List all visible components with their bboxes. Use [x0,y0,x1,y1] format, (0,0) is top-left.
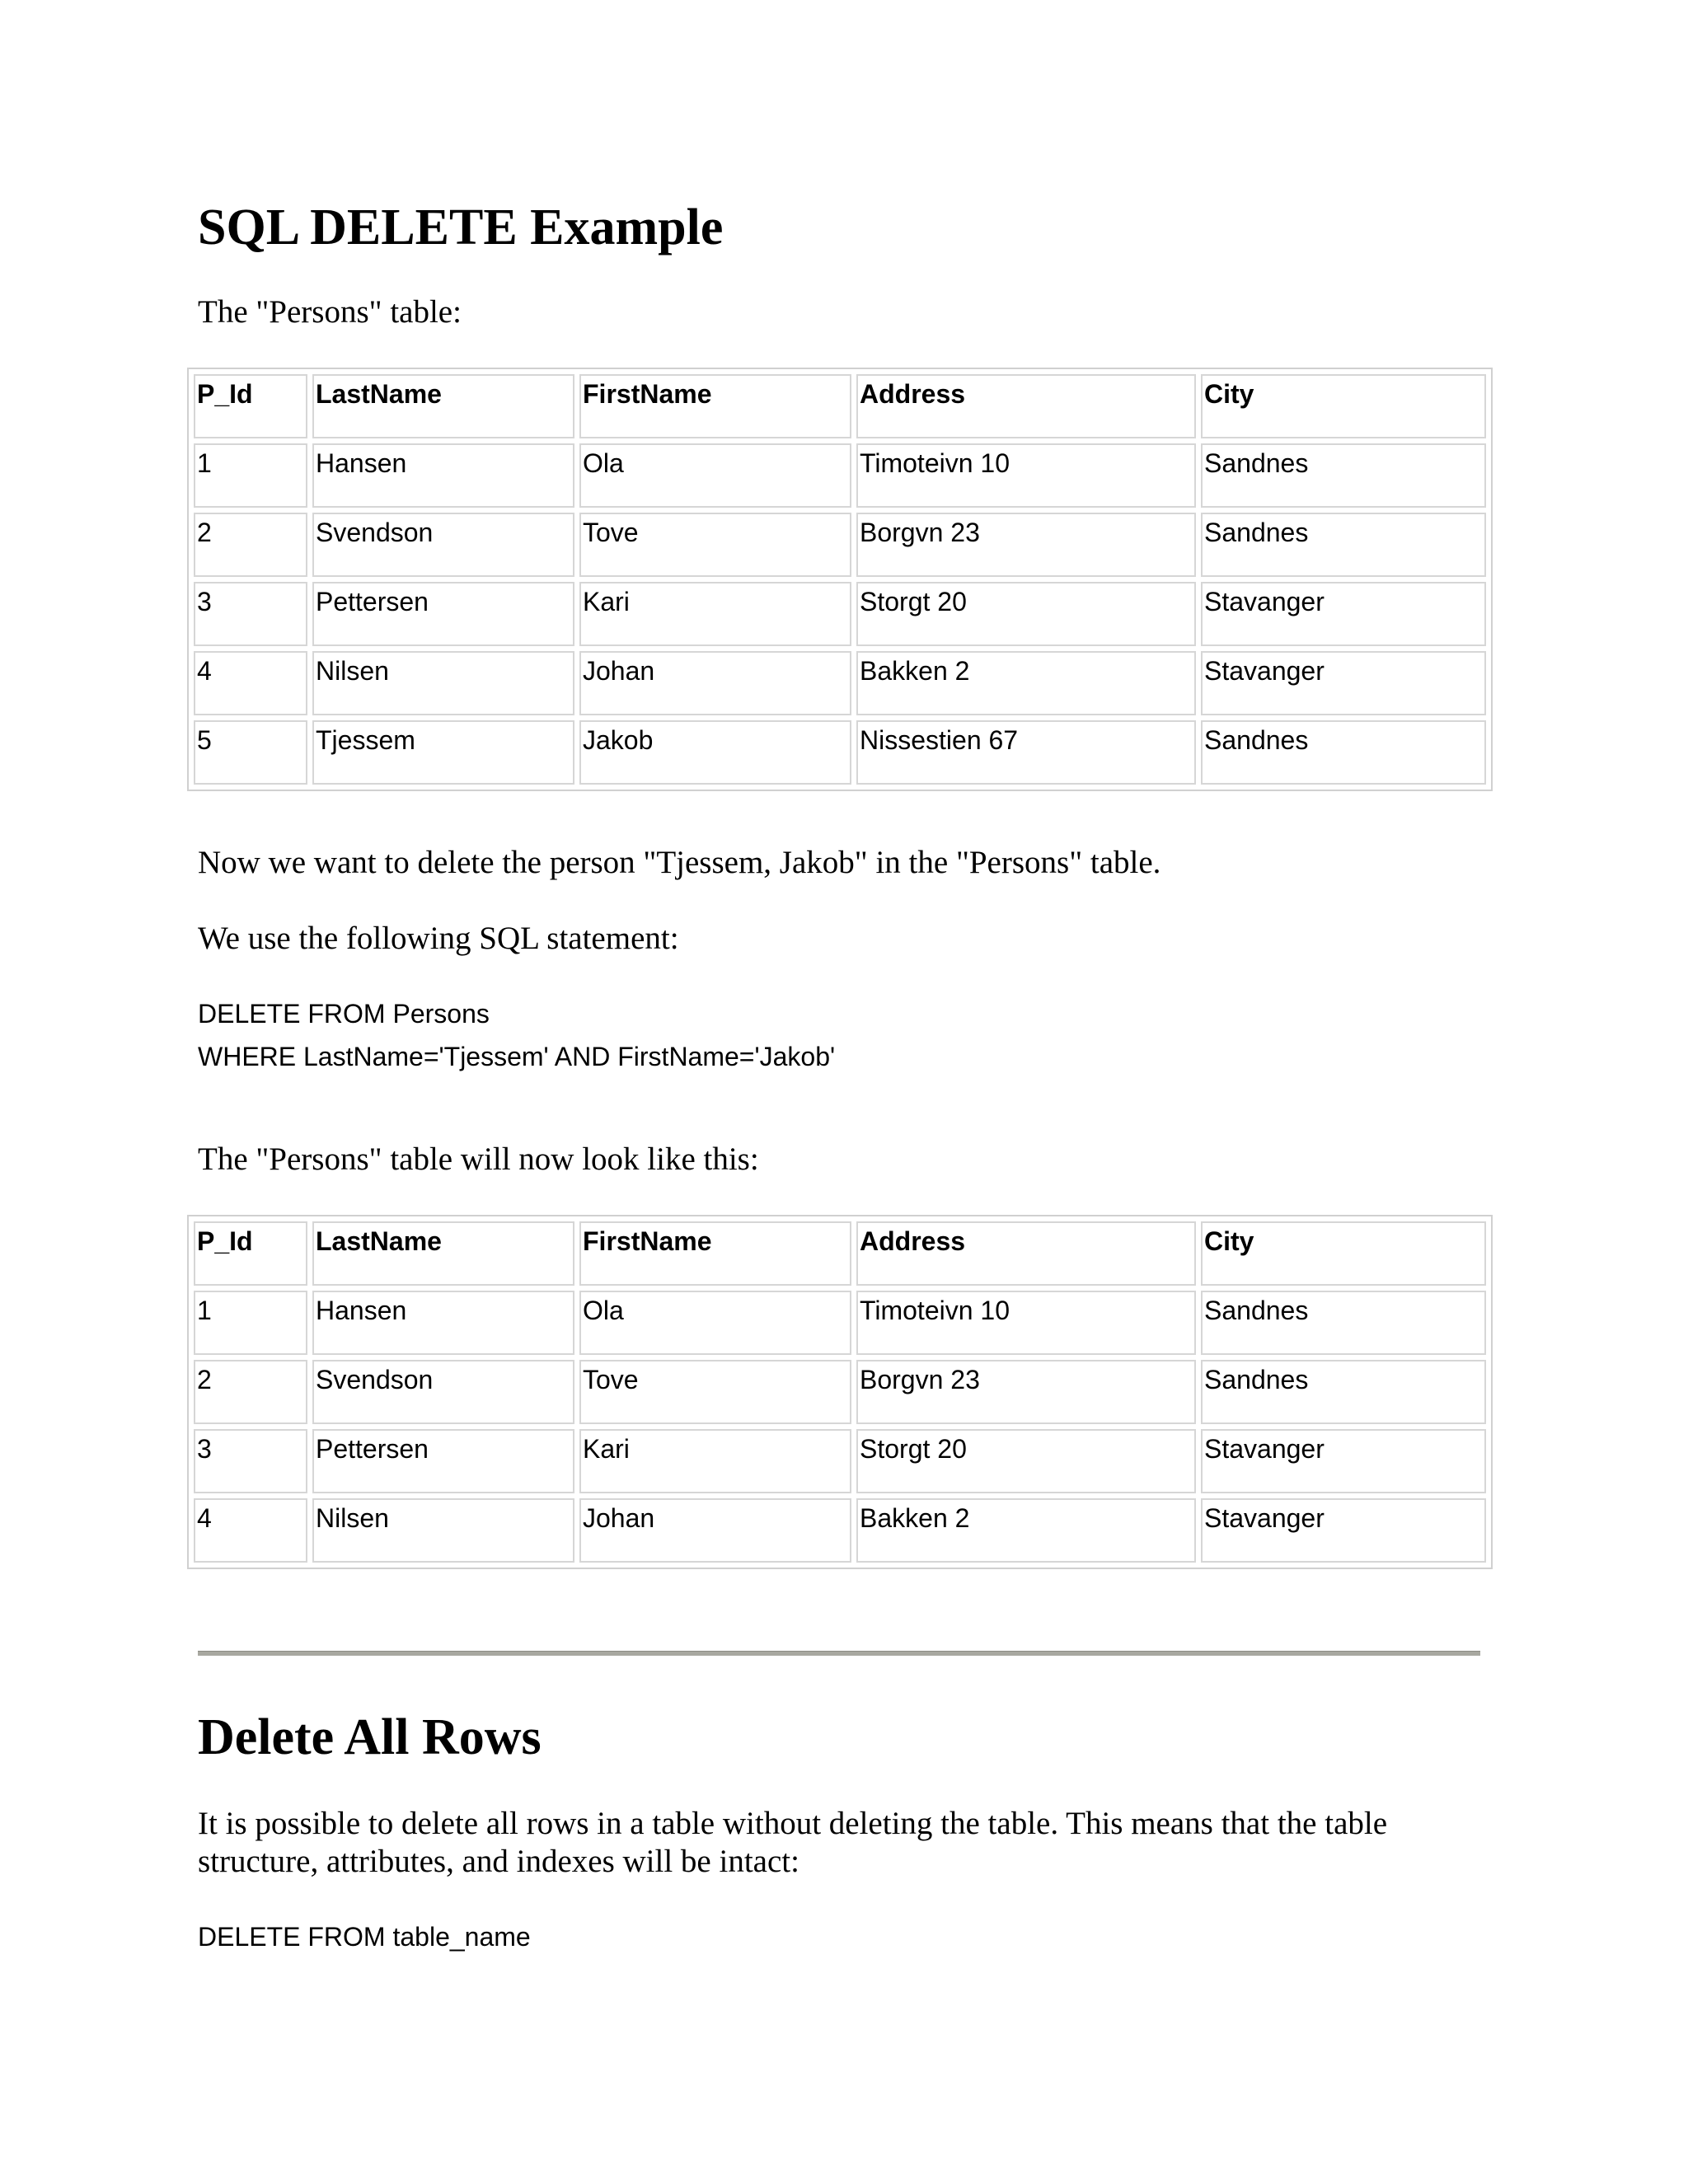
table-cell: 1 [194,1291,307,1355]
horizontal-rule [198,1651,1480,1656]
result-intro-text: The "Persons" table will now look like this: [198,1141,759,1177]
table-cell: 4 [194,651,307,715]
table-cell: 4 [194,1498,307,1563]
column-header: Address [856,374,1196,438]
table-cell: 2 [194,1360,307,1424]
table-cell: 3 [194,1429,307,1493]
table-cell: Timoteivn 10 [856,443,1196,508]
table-cell: Sandnes [1201,513,1486,577]
persons-table [187,368,1493,791]
table-header-row [194,374,1486,438]
table-row [194,720,1486,785]
table-row [194,1360,1486,1424]
table-cell: Timoteivn 10 [856,1291,1196,1355]
table-cell: Sandnes [1201,443,1486,508]
table-cell: Stavanger [1201,1429,1486,1493]
table-cell: Borgvn 23 [856,1360,1196,1424]
table-cell: Hansen [312,443,574,508]
table-cell: Svendson [312,513,574,577]
table-cell: Johan [579,651,851,715]
persons-result-table [187,1215,1493,1569]
table-row [194,1498,1486,1563]
column-header: FirstName [579,1221,851,1286]
table-cell: Nissestien 67 [856,720,1196,785]
code-line: DELETE FROM Persons [198,999,490,1029]
table-cell: Nilsen [312,1498,574,1563]
sql-code-block-delete-all [198,1915,531,1958]
column-header: City [1201,374,1486,438]
column-header: City [1201,1221,1486,1286]
column-header: LastName [312,374,574,438]
table-cell: Pettersen [312,1429,574,1493]
table-cell: Johan [579,1498,851,1563]
table-cell: Sandnes [1201,1291,1486,1355]
table-row [194,443,1486,508]
column-header: Address [856,1221,1196,1286]
table-cell: Storgt 20 [856,1429,1196,1493]
table-cell: Stavanger [1201,582,1486,646]
table-cell: Ola [579,443,851,508]
table-row [194,651,1486,715]
column-header: LastName [312,1221,574,1286]
sql-code-block [198,992,835,1078]
table-cell: Ola [579,1291,851,1355]
table-cell: Stavanger [1201,651,1486,715]
delete-goal-text: Now we want to delete the person "Tjessem, Jakob" in the "Persons" table. [198,845,1161,880]
table-cell: 5 [194,720,307,785]
table-cell: Pettersen [312,582,574,646]
table-row [194,1291,1486,1355]
table-cell: Sandnes [1201,720,1486,785]
column-header: P_Id [194,1221,307,1286]
table-cell: Sandnes [1201,1360,1486,1424]
table-cell: Kari [579,582,851,646]
table-cell: 3 [194,582,307,646]
delete-all-rows-paragraph: It is possible to delete all rows in a table without deleting the table. This means that the table structure, attributes, and indexes will be intact: [198,1806,1388,1879]
table-cell: Tove [579,513,851,577]
column-header: P_Id [194,374,307,438]
table-row [194,1429,1486,1493]
table-cell: Svendson [312,1360,574,1424]
code-line: WHERE LastName='Tjessem' AND FirstName='Jakob' [198,1042,836,1071]
table-cell: Storgt 20 [856,582,1196,646]
table-cell: Stavanger [1201,1498,1486,1563]
table-cell: Borgvn 23 [856,513,1196,577]
table-row [194,513,1486,577]
table-cell: Nilsen [312,651,574,715]
column-header: FirstName [579,374,851,438]
table-cell: Hansen [312,1291,574,1355]
section-heading-sql-delete-example: SQL DELETE Example [198,199,724,255]
table-cell: Bakken 2 [856,1498,1196,1563]
statement-intro-text: We use the following SQL statement: [198,921,679,956]
persons-table-intro: The "Persons" table: [198,294,462,330]
table-cell: Bakken 2 [856,651,1196,715]
table-cell: 2 [194,513,307,577]
table-cell: Tove [579,1360,851,1424]
table-cell: Kari [579,1429,851,1493]
table-cell: Tjessem [312,720,574,785]
table-cell: Jakob [579,720,851,785]
code-line: DELETE FROM table_name [198,1922,531,1952]
table-header-row [194,1221,1486,1286]
section-heading-delete-all-rows: Delete All Rows [198,1709,542,1765]
table-cell: 1 [194,443,307,508]
table-row [194,582,1486,646]
